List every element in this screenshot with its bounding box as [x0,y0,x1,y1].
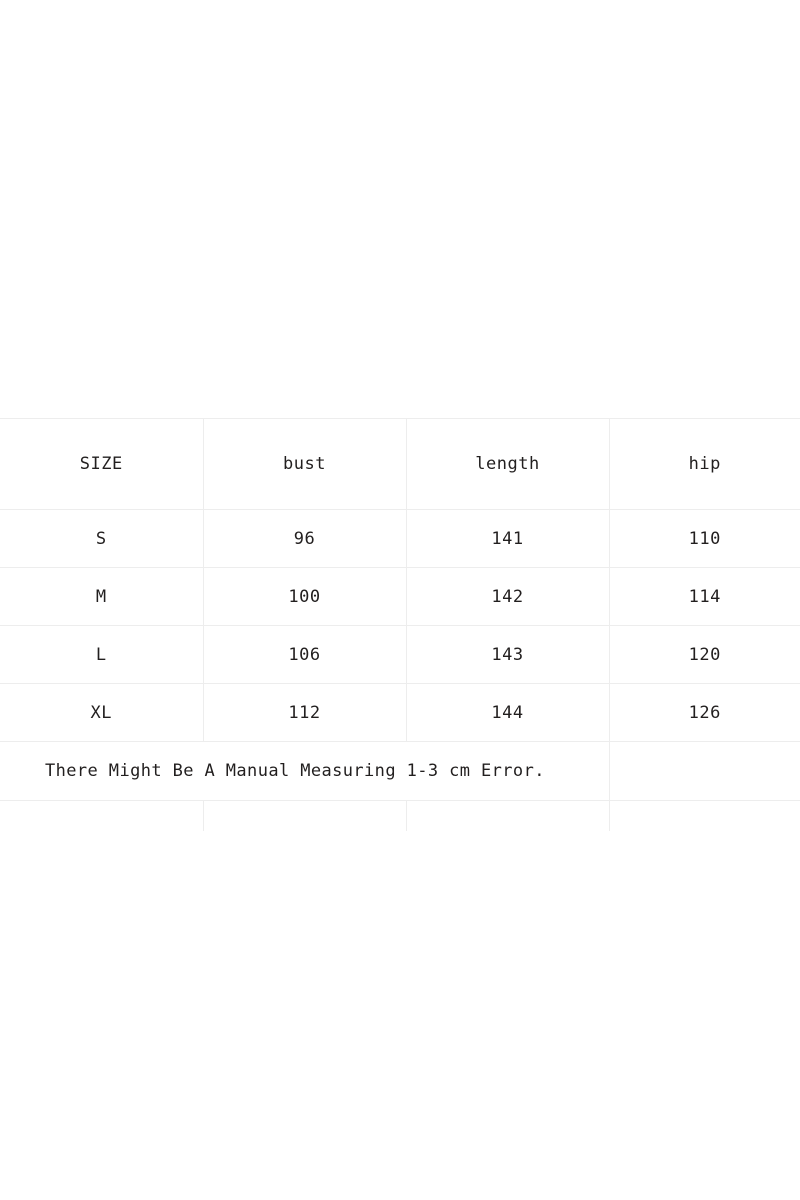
table-row [0,684,800,742]
cell-size: M [0,568,203,626]
spacer-cell [203,801,406,832]
cell-hip: 114 [609,568,800,626]
cell-bust: 96 [203,510,406,568]
cell-length: 144 [406,684,609,742]
cell-size: S [0,510,203,568]
spacer-cell [406,801,609,832]
cell-hip: 126 [609,684,800,742]
cell-length: 143 [406,626,609,684]
cell-length: 142 [406,568,609,626]
cell-hip: 110 [609,510,800,568]
table-spacer-row [0,801,800,832]
table-row [0,626,800,684]
size-chart-table [0,418,800,831]
measuring-error-note: There Might Be A Manual Measuring 1-3 cm Error. [0,742,609,801]
cell-bust: 106 [203,626,406,684]
cell-bust: 112 [203,684,406,742]
column-header-length: length [406,419,609,510]
table-row [0,510,800,568]
cell-size: XL [0,684,203,742]
cell-size: L [0,626,203,684]
column-header-bust: bust [203,419,406,510]
table-row [0,568,800,626]
column-header-size: SIZE [0,419,203,510]
cell-length: 141 [406,510,609,568]
spacer-cell [0,801,203,832]
note-empty-cell [609,742,800,801]
cell-bust: 100 [203,568,406,626]
spacer-cell [609,801,800,832]
table-note-row [0,742,800,801]
size-chart [0,418,800,831]
column-header-hip: hip [609,419,800,510]
table-header-row [0,419,800,510]
cell-hip: 120 [609,626,800,684]
